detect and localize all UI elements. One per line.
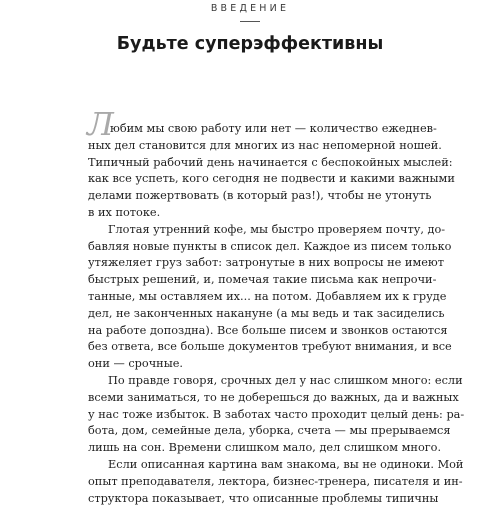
text-line: всеми заниматься, то не доберешься до важных, да и важных xyxy=(88,390,459,404)
body-text xyxy=(88,121,465,507)
text-line: без ответа, все больше документов требуют внимания, и все xyxy=(88,340,452,354)
text-line: танные, мы оставляем их... на потом. Добавляем их к груде xyxy=(88,289,447,303)
text-line: на работе допоздна). Все больше писем и звонков остаются xyxy=(88,323,448,337)
text-line: юбим мы свою работу или нет — количество ежеднев- xyxy=(110,122,437,135)
text-line: у нас тоже избыток. В заботах часто проходит целый день: ра- xyxy=(88,407,465,421)
text-line: делами пожертвовать (в который раз!), чтобы не утонуть xyxy=(88,189,432,203)
text-line: бавляя новые пункты в список дел. Каждое из писем только xyxy=(88,239,452,253)
text-line: как все успеть, кого сегодня не подвести и какими важными xyxy=(88,172,455,186)
text-line: дел, не законченных накануне (а мы ведь и так засиделись xyxy=(88,306,445,320)
text-line: Если описанная картина вам знакома, вы не одиноки. Мой xyxy=(108,457,464,471)
text-line: структора показывает, что описанные проблемы типичны xyxy=(88,491,439,505)
text-line: опыт преподавателя, лектора, бизнес-тренера, писателя и ин- xyxy=(88,474,463,488)
drop-cap: Л xyxy=(87,105,114,143)
text-line: По правде говоря, срочных дел у нас слишком много: если xyxy=(108,373,463,387)
text-line: утяжеляет груз забот: затронутые в них вопросы не имеют xyxy=(88,256,444,270)
section-label: ВВЕДЕНИЕ xyxy=(210,3,290,14)
text-line: в их потоке. xyxy=(88,205,161,219)
text-line: они — срочные. xyxy=(88,357,183,371)
chapter-title: Будьте суперэффективны xyxy=(116,34,384,54)
text-line: бота, дом, семейные дела, уборка, счета — мы прерываемся xyxy=(88,424,451,438)
text-line: лишь на сон. Времени слишком мало, дел слишком много. xyxy=(88,441,442,455)
text-line: Типичный рабочий день начинается с беспокойных мыслей: xyxy=(88,155,453,169)
text-line: быстрых решений, и, помечая такие письма как непрочи- xyxy=(88,273,437,287)
text-line: Глотая утренний кофе, мы быстро проверяем почту, до- xyxy=(108,222,446,236)
text-line: ных дел становится для многих из нас непомерной ношей. xyxy=(88,138,442,152)
section-divider xyxy=(240,21,260,22)
